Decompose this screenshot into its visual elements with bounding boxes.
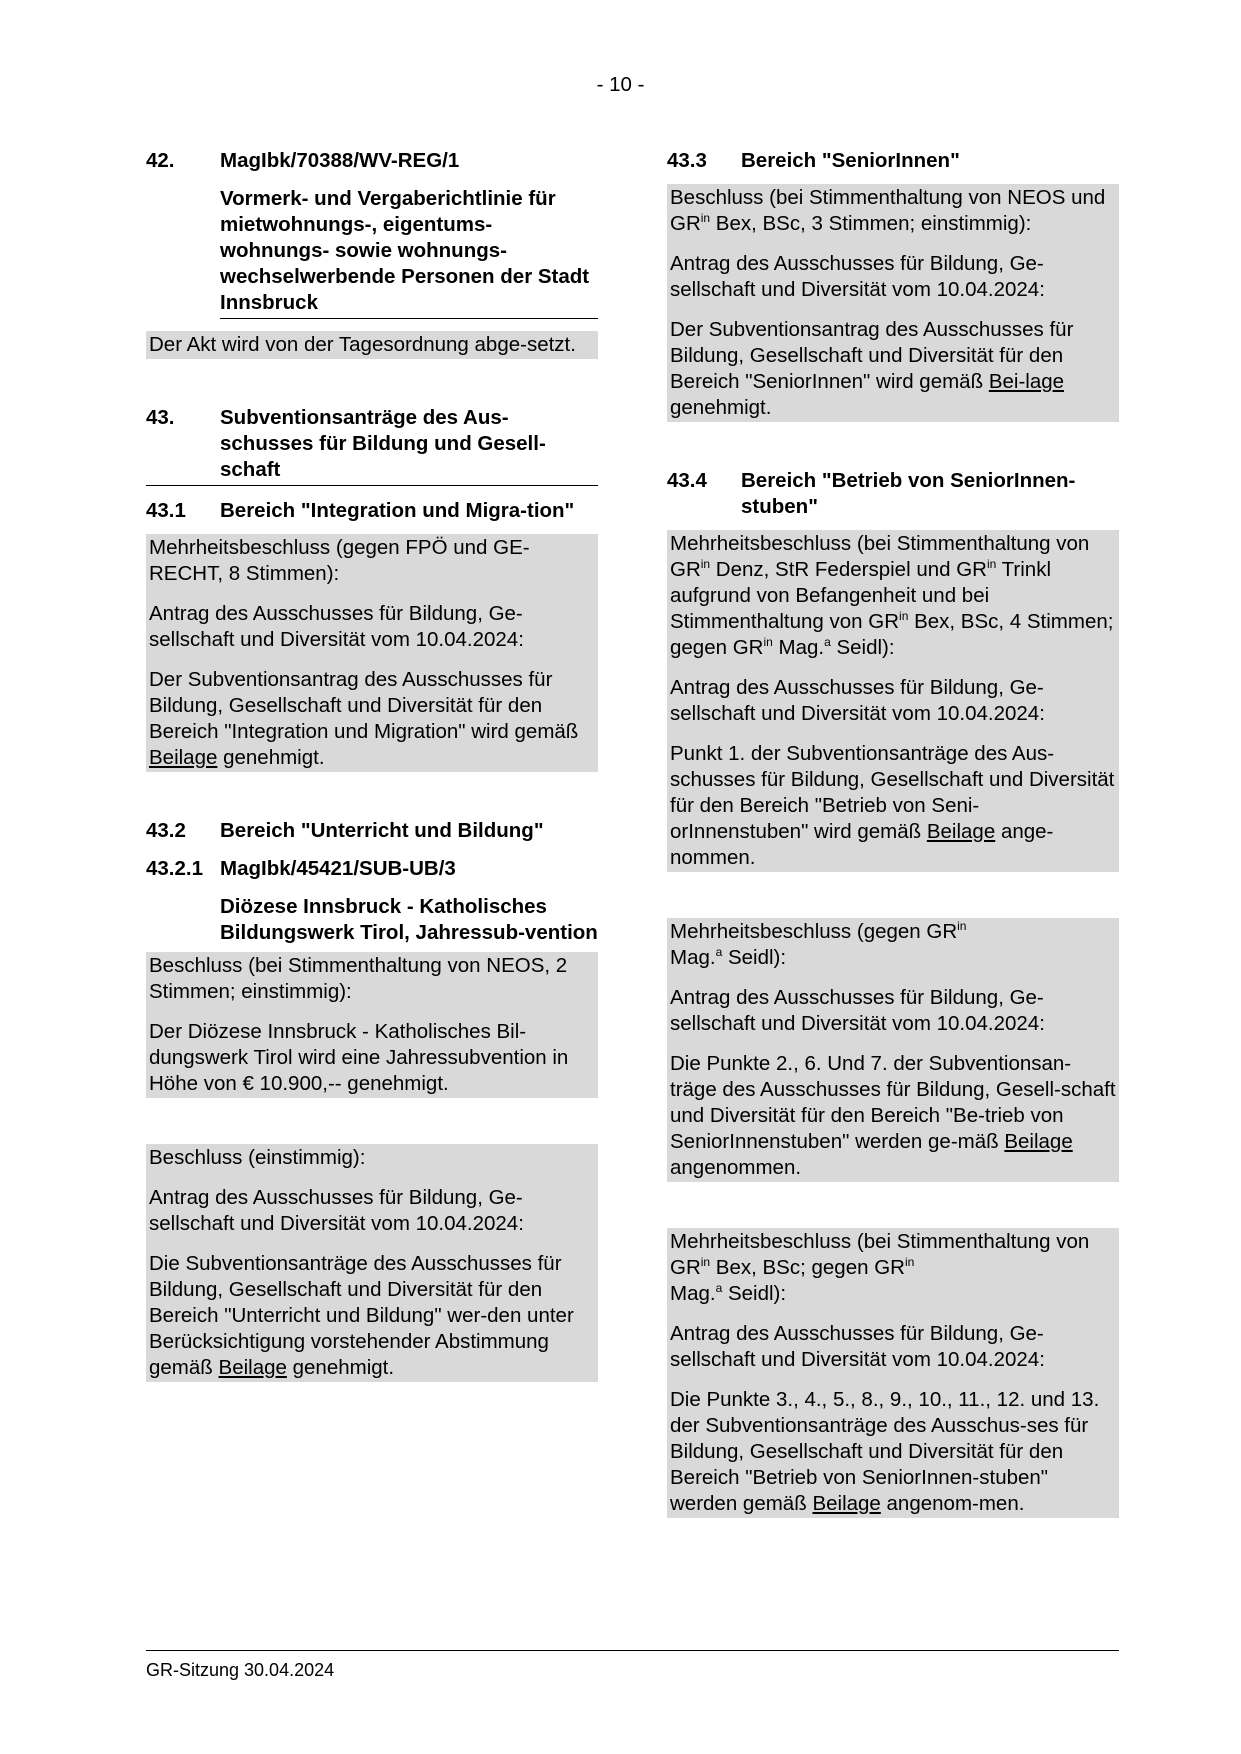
- beilage-link[interactable]: Beilage: [218, 1356, 287, 1379]
- page-footer: GR-Sitzung 30.04.2024: [146, 1660, 335, 1680]
- item-43: [146, 405, 598, 486]
- item-42-result-box: [146, 331, 598, 359]
- item-43-2-motion: Antrag des Ausschusses für Bildung, Ge-sellschaft und Diversität vom 10.04.2024:: [149, 1186, 524, 1235]
- item-42-number: 42.: [146, 149, 175, 172]
- item-43-3-title: Bereich "SeniorInnen": [741, 149, 960, 172]
- item-43-3-text: Der Subventionsantrag des Ausschusses für Bildung, Gesellschaft und Diversität für den Bereich "SeniorInnen" wird gemäß Bei-lage genehmigt.: [670, 318, 1074, 419]
- item-43-4-decision-box-3: [667, 1228, 1119, 1518]
- beilage-link[interactable]: Beilage: [812, 1492, 881, 1515]
- item-43-1-motion: Antrag des Ausschusses für Bildung, Ge-sellschaft und Diversität vom 10.04.2024:: [149, 602, 524, 651]
- item-42-result: Der Akt wird von der Tagesordnung abge-setzt.: [149, 333, 576, 356]
- item-43-2-1: [146, 856, 598, 1098]
- left-column: [146, 148, 598, 1382]
- item-42: [146, 148, 598, 359]
- item-43-4-text-1: Punkt 1. der Subventionsanträge des Aus-schusses für Bildung, Gesellschaft und Diversität für den Bereich "Betrieb von Seni-orInnenstuben" wird gemäß Beilage ange-nommen.: [670, 742, 1115, 869]
- item-43-4-decision-box-1: [667, 530, 1119, 872]
- item-43-2-text: Die Subventionsanträge des Ausschusses für Bildung, Gesellschaft und Diversität für den Bereich "Unterricht und Bildung" wer-den unter Berücksichtigung vorstehender Abstimmung gemäß Beilage genehmigt.: [149, 1252, 574, 1379]
- item-43-4-motion-1: Antrag des Ausschusses für Bildung, Ge-sellschaft und Diversität vom 10.04.2024:: [670, 676, 1045, 725]
- item-43-1-title: Bereich "Integration und Migra-tion": [220, 499, 575, 522]
- item-43-4-decision-box-2: [667, 918, 1119, 1182]
- beilage-link[interactable]: Beilage: [149, 746, 218, 769]
- item-43-3-vote: Beschluss (bei Stimmenthaltung von NEOS und $GR^{in}$ Bex, BSc, 3 Stimmen; einstimmig):: [670, 186, 1106, 235]
- item-42-title: Vormerk- und Vergaberichtlinie für mietwohnungs-, eigentums-wohnungs- sowie wohnungs-wechselwerbende Personen der Stadt Innsbruck: [220, 186, 598, 319]
- footer-rule: [146, 1650, 1119, 1651]
- item-43-2-summary-box: [146, 1144, 598, 1382]
- item-43-2-1-text: Der Diözese Innsbruck - Katholisches Bil-dungswerk Tirol wird eine Jahressubvention in Höhe von € 10.900,-- genehmigt.: [149, 1020, 569, 1095]
- item-43-4-vote-2: Mehrheitsbeschluss (gegen $GR^{in}$ Mag.$^a$ Seidl):: [670, 919, 967, 969]
- item-43-1-vote: Mehrheitsbeschluss (gegen FPÖ und GE-RECHT, 8 Stimmen):: [149, 536, 530, 585]
- item-43-2-1-decision-box: [146, 952, 598, 1098]
- item-43-3: [667, 148, 1119, 422]
- item-43-4: [667, 468, 1119, 872]
- beilage-link[interactable]: Beilage: [926, 820, 996, 843]
- item-43-2-title: Bereich "Unterricht und Bildung": [220, 819, 544, 842]
- beilage-link[interactable]: Beilage: [1004, 1130, 1073, 1153]
- item-43-4-vote-1: Mehrheitsbeschluss (bei Stimmenthaltung von $GR^{in}$ Denz, StR Federspiel und $GR^{in}$ Trinkl aufgrund von Befangenheit und bei Stimmenthaltung von $GR^{in}$ Bex, BSc, 4 Stimmen; gegen $GR^{in}$ Mag.$^a$ Seidl):: [670, 532, 1114, 659]
- item-43-1-decision-box: [146, 534, 598, 772]
- item-43-2-1-reference: MagIbk/45421/SUB-UB/3: [220, 857, 456, 880]
- item-43-3-number: 43.3: [667, 149, 707, 172]
- item-43-4-number: 43.4: [667, 469, 707, 492]
- item-43-3-decision-box: [667, 184, 1119, 422]
- item-43-4-motion-2: Antrag des Ausschusses für Bildung, Ge-sellschaft und Diversität vom 10.04.2024:: [670, 986, 1045, 1035]
- item-43-2: [146, 818, 598, 844]
- right-column: [667, 148, 1119, 1518]
- item-43-4-motion-3: Antrag des Ausschusses für Bildung, Ge-sellschaft und Diversität vom 10.04.2024:: [670, 1322, 1045, 1371]
- item-43-number: 43.: [146, 406, 175, 429]
- item-43-2-1-vote: Beschluss (bei Stimmenthaltung von NEOS, 2 Stimmen; einstimmig):: [149, 954, 568, 1003]
- beilage-link[interactable]: Bei-lage: [988, 370, 1065, 393]
- page-number: - 10 -: [596, 73, 645, 96]
- item-43-1: [146, 498, 598, 772]
- item-42-reference: MagIbk/70388/WV-REG/1: [220, 149, 460, 172]
- item-43-2-number: 43.2: [146, 819, 186, 842]
- item-43-2-1-number: 43.2.1: [146, 857, 203, 880]
- item-43-1-number: 43.1: [146, 499, 186, 522]
- item-43-2-vote: Beschluss (einstimmig):: [149, 1146, 366, 1169]
- item-43-4-title: Bereich "Betrieb von SeniorInnen-stuben": [741, 469, 1076, 518]
- item-43-title: Subventionsanträge des Aus-schusses für Bildung und Gesell-schaft: [220, 406, 546, 481]
- item-43-4-text-2: Die Punkte 2., 6. Und 7. der Subventionsan-träge des Ausschusses für Bildung, Gesell-schaft und Diversität für den Bereich "Be-trieb von SeniorInnenstuben" werden ge-mäß Beilage angenommen.: [670, 1052, 1116, 1179]
- item-43-3-motion: Antrag des Ausschusses für Bildung, Ge-sellschaft und Diversität vom 10.04.2024:: [670, 252, 1045, 301]
- item-43-2-1-title: Diözese Innsbruck - Katholisches Bildungswerk Tirol, Jahressub-vention: [220, 895, 598, 944]
- item-43-4-text-3: Die Punkte 3., 4., 5., 8., 9., 10., 11., 12. und 13. der Subventionsanträge des Ausschus-ses für Bildung, Gesellschaft und Diversität für den Bereich "Betrieb von SeniorInnen-stuben" werden gemäß Beilage angenom-men.: [670, 1388, 1100, 1515]
- item-43-1-text: Der Subventionsantrag des Ausschusses für Bildung, Gesellschaft und Diversität für den Bereich "Integration und Migration" wird gemäß Beilage genehmigt.: [149, 668, 579, 769]
- item-43-4-vote-3: Mehrheitsbeschluss (bei Stimmenthaltung von $GR^{in}$ Bex, BSc; gegen $GR^{in}$ Mag.$^a$ Seidl):: [670, 1230, 1090, 1305]
